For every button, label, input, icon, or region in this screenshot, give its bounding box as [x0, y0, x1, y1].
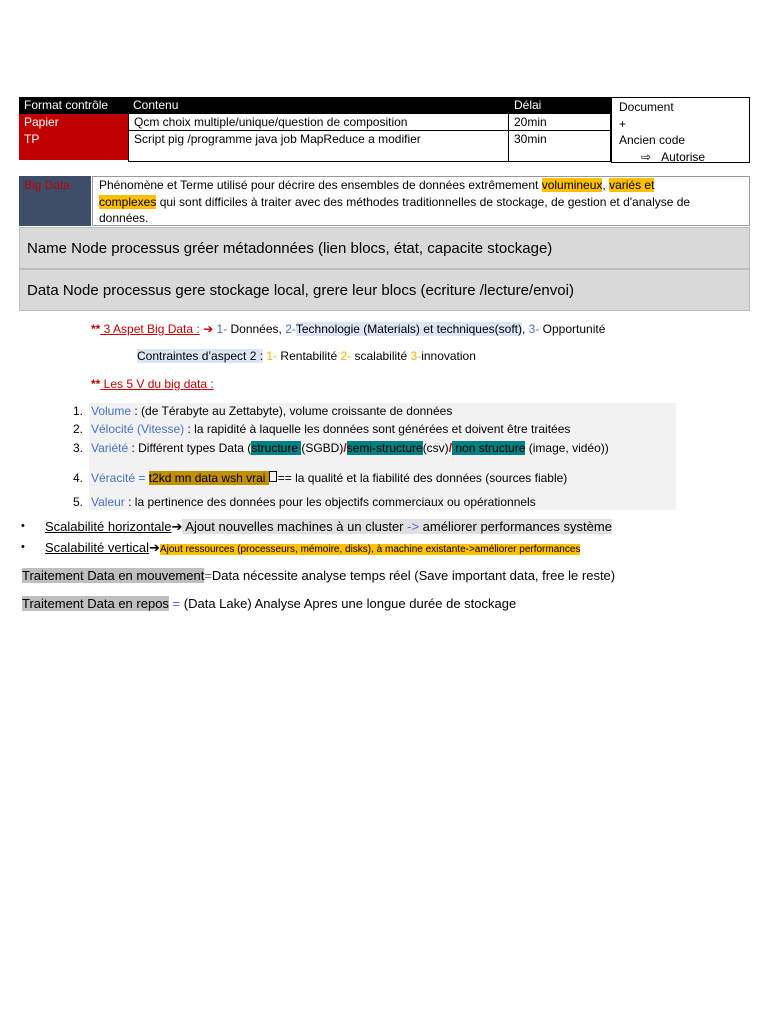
- num: 1-: [216, 322, 228, 336]
- slash: /: [343, 441, 347, 455]
- highlight-structure: structure: [251, 441, 302, 455]
- equals: =: [204, 568, 212, 583]
- contrainte-text: scalabilité: [351, 349, 411, 363]
- cell-contenu: Script pig /programme java job MapReduce a modifier: [128, 131, 509, 162]
- v-text: (csv): [422, 441, 449, 455]
- contrainte-text: innovation: [421, 349, 476, 363]
- document-line: Document: [619, 100, 674, 114]
- bigdata-tag-label: Big Data: [24, 178, 71, 192]
- v-name: Volume: [91, 404, 132, 418]
- highlight-non-structure: non structure: [452, 441, 526, 455]
- definition-text: Phénomène et Terme utilisé pour décrire des ensembles de données extrêmement: [99, 178, 542, 192]
- num: 3-: [528, 322, 540, 336]
- scalabilite-text: Ajout nouvelles machines à un cluster: [182, 519, 408, 534]
- num: 2-: [340, 349, 352, 363]
- arrow-right-icon: ⇨: [641, 149, 652, 164]
- scalabilite-label: Scalabilité vertical: [45, 540, 150, 555]
- aspect-text: Opportunité: [539, 322, 606, 336]
- list-item: [91, 471, 567, 485]
- list-item: [91, 441, 609, 455]
- stars: **: [91, 377, 101, 391]
- scalabilite-text: améliorer performances système: [419, 519, 612, 534]
- datanode-label: Data Node: [27, 282, 103, 299]
- list-number: 5.: [73, 495, 84, 509]
- num: 1-: [263, 349, 278, 363]
- table-row: [19, 131, 611, 162]
- v-name: Vélocité (Vitesse): [91, 422, 185, 436]
- bigdata-tag: [19, 176, 91, 226]
- bullet: •: [21, 520, 25, 532]
- v-text: : Différent types Data (: [128, 441, 252, 455]
- arrow-right-icon: ➔: [149, 540, 160, 555]
- highlight-semi-structure: semi-structure: [346, 441, 423, 455]
- v-name: Véracité: [91, 471, 136, 485]
- five-v-background: [89, 403, 676, 510]
- v-text: : la rapidité à laquelle les données sont générées et doivent être traitées: [184, 422, 571, 436]
- contraintes-line: [137, 349, 476, 363]
- v-text: (image, vidéo)): [525, 441, 609, 455]
- highlight-complexes: complexes: [99, 194, 157, 209]
- list-item: [91, 495, 536, 509]
- scalabilite-label: Scalabilité horizontale: [45, 519, 172, 534]
- v-text: == la qualité et la fiabilité des données (sources fiable): [277, 471, 568, 485]
- cell-delai: 20min: [508, 114, 611, 131]
- highlight-volumineux: volumineux: [541, 178, 603, 192]
- num: 3-: [410, 349, 422, 363]
- list-item: [91, 404, 452, 418]
- arrow-text: ->: [407, 519, 420, 534]
- aspect-text: Technologie (Materials) et techniques(soft): [295, 322, 522, 336]
- aspects-title: 3 Aspet Big Data :: [100, 322, 200, 336]
- arrow-right-icon: ➔: [199, 322, 217, 336]
- namenode-label: Name Node: [27, 240, 112, 257]
- cell-format: TP: [19, 131, 128, 160]
- list-number: 2.: [73, 422, 84, 436]
- namenode-text: processus gréer métadonnées (lien blocs, état, capacite stockage): [111, 240, 553, 257]
- bigdata-definition: [92, 176, 750, 226]
- table-row: [19, 114, 611, 131]
- document-autorise: Autorise: [661, 149, 706, 164]
- table-header-row: [19, 97, 611, 114]
- list-number: 3.: [73, 441, 84, 455]
- document-line: [619, 149, 749, 166]
- five-v-heading: Les 5 V du big data :: [100, 377, 214, 391]
- highlight-veracite: t2kd mn data wsh vrai: [148, 471, 269, 485]
- datanode-text: processus gere stockage local, grere leur blocs (ecriture /lecture/envoi): [102, 282, 574, 299]
- definition-text: qui sont difficiles à traiter avec des méthodes traditionnelles de stockage, de gestion et d'analyse de: [156, 194, 691, 209]
- highlight-varies: variés et: [609, 178, 655, 192]
- traitement-text: (Data Lake) Analyse Apres une longue durée de stockage: [183, 596, 517, 611]
- document-plus: +: [619, 116, 627, 131]
- traitement-mouvement: [22, 568, 615, 583]
- header-format: Format contrôle: [19, 97, 128, 114]
- scalabilite-horizontale: [45, 519, 612, 535]
- bullet: •: [21, 541, 25, 553]
- traitement-repos: [22, 596, 516, 611]
- scalabilite-verticale: [45, 540, 580, 556]
- v-name: Valeur: [91, 495, 125, 509]
- header-contenu: Contenu: [128, 97, 509, 114]
- list-number: 1.: [73, 404, 84, 418]
- traitement-key: Traitement Data en mouvement: [22, 568, 205, 583]
- aspect-text: Données,: [227, 322, 286, 336]
- arrow-right-icon: ➔: [171, 519, 183, 534]
- contrainte-text: Rentabilité: [277, 349, 341, 363]
- traitement-text: Data nécessite analyse temps réel (Save important data, free le reste): [211, 568, 616, 583]
- v-text: (SGBD): [301, 441, 344, 455]
- datanode-box: [19, 269, 750, 311]
- v-name: Variété: [91, 441, 129, 455]
- contraintes-label: Contraintes d’aspect 2 :: [137, 349, 264, 363]
- cell-delai: 30min: [508, 131, 611, 162]
- v-text: : (de Térabyte au Zettabyte), volume croissante de données: [131, 404, 453, 418]
- cell-contenu: Qcm choix multiple/unique/question de composition: [128, 114, 509, 131]
- v-text: : la pertinence des données pour les objectifs commerciaux ou opérationnels: [124, 495, 536, 509]
- stars: **: [91, 322, 101, 336]
- five-v-title: [91, 377, 214, 391]
- document-line: Ancien code: [619, 133, 686, 147]
- definition-text: ,: [602, 178, 610, 192]
- header-delai: Délai: [509, 97, 611, 114]
- num: 2-: [285, 322, 296, 336]
- traitement-key: Traitement Data en repos: [22, 596, 169, 611]
- namenode-box: [19, 227, 750, 269]
- list-number: 4.: [73, 471, 84, 485]
- cell-format: Papier: [19, 114, 128, 131]
- square-icon: [269, 471, 277, 482]
- slash: /: [448, 441, 453, 455]
- definition-text: données.: [99, 211, 149, 225]
- document-box: [611, 97, 750, 163]
- list-item: [91, 422, 570, 436]
- v-text: =: [135, 471, 149, 485]
- separator: ,: [521, 322, 529, 336]
- aspects-line: [91, 322, 605, 336]
- equals: =: [168, 596, 184, 611]
- scalabilite-text: Ajout ressources (processeurs, mémoire, disks), à machine existante->améliorer performances: [159, 544, 581, 555]
